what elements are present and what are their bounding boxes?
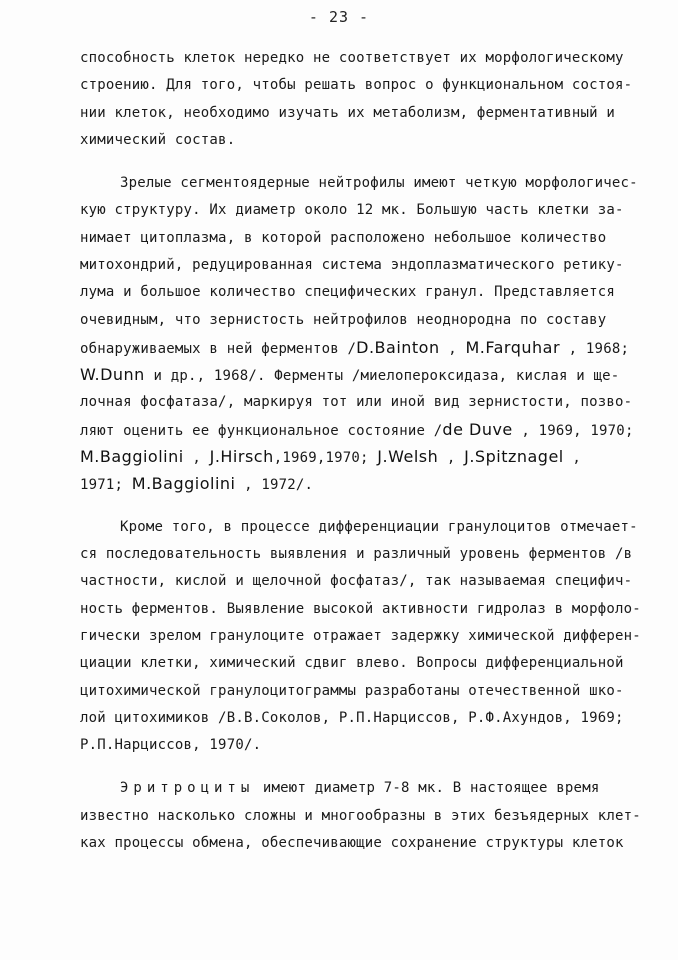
text-run: имеют диаметр 7-8 мк. В настоящее время xyxy=(254,780,600,797)
paragraph xyxy=(80,775,641,857)
text-line xyxy=(80,170,638,197)
text-line xyxy=(80,307,620,334)
document-body xyxy=(80,45,641,857)
text-line xyxy=(80,252,624,279)
text-run: , xyxy=(439,340,466,357)
text-line xyxy=(80,72,633,99)
text-run: нимает цитоплазма, в которой расположено небольшое количество xyxy=(80,229,607,246)
text-run: Зрелые сегментоядерные нейтрофилы имеют четкую морфологичес- xyxy=(120,175,638,192)
text-line xyxy=(80,225,620,252)
handwritten-citation: M.Baggiolini xyxy=(131,474,236,494)
text-run: химический состав. xyxy=(80,131,236,148)
text-run: , 1969, 1970; xyxy=(512,422,634,439)
text-run: , xyxy=(183,450,210,467)
text-line xyxy=(80,197,624,224)
text-line xyxy=(80,596,641,623)
text-run: очевидным, что зернистость нейтрофилов неоднородна по составу xyxy=(80,311,607,328)
text-line xyxy=(80,127,620,154)
text-run: ,1969,1970; xyxy=(273,450,378,467)
text-run: лочная фосфатаза/, маркируя тот или иной вид зернистости, позво- xyxy=(80,393,633,410)
text-run: частности, кислой и щелочной фосфатаз/, так называемая специфич- xyxy=(80,573,633,590)
handwritten-citation: J.Spitznagel xyxy=(464,447,564,467)
text-run: ках процессы обмена, обеспечивающие сохранение структуры клеток xyxy=(80,835,624,852)
text-line xyxy=(80,514,638,541)
paragraph xyxy=(80,170,638,498)
text-line xyxy=(80,334,630,361)
paragraph-gap xyxy=(80,498,620,514)
text-run: способность клеток нередко не соответствует их морфологическому xyxy=(80,50,624,66)
text-line xyxy=(80,45,624,72)
handwritten-citation: W.Dunn xyxy=(80,365,145,385)
paragraph-gap xyxy=(80,759,620,775)
text-line xyxy=(80,470,620,497)
text-line xyxy=(80,541,633,568)
text-line xyxy=(80,705,624,732)
text-run: нии клеток, необходимо изучать их метаболизм, ферментативный и xyxy=(80,104,615,121)
text-line xyxy=(80,830,624,857)
paragraph xyxy=(80,514,641,760)
text-line xyxy=(80,568,633,595)
text-run: известно насколько сложны и многообразны в этих безъядерных клет- xyxy=(80,807,641,824)
text-line xyxy=(80,732,620,759)
paragraph-gap xyxy=(80,154,620,170)
handwritten-citation: M.Farquhar xyxy=(465,337,561,357)
text-line xyxy=(80,361,620,388)
text-run: лой цитохимиков /В.В.Соколов, Р.П.Нарциссов, Р.Ф.Ахундов, 1969; xyxy=(80,709,624,726)
text-run: митохондрий, редуцированная система эндоплазматического ретику- xyxy=(80,257,624,274)
text-line xyxy=(80,279,620,306)
text-run: ся последовательность выявления и различный уровень ферментов /в xyxy=(80,546,633,563)
text-line xyxy=(80,623,641,650)
text-run: Р.П.Нарциссов, 1970/. xyxy=(80,737,262,754)
text-run: 1971; xyxy=(80,477,132,494)
page-number: - 23 - xyxy=(308,8,370,26)
text-line xyxy=(80,650,624,677)
text-line xyxy=(80,678,624,705)
text-run: строению. Для того, чтобы решать вопрос о функциональном состоя- xyxy=(80,77,633,94)
text-line xyxy=(80,100,620,127)
handwritten-citation: de Duve xyxy=(442,419,513,439)
text-run: кую структуру. Их диаметр около 12 мк. Большую часть клетки за- xyxy=(80,202,624,219)
text-run: гически зрелом гранулоците отражает задержку химической дифферен- xyxy=(80,627,641,644)
text-line xyxy=(80,416,634,443)
spaced-term: Эритроциты xyxy=(120,780,255,797)
text-run: ность ферментов. Выявление высокой активности гидролаз в морфоло- xyxy=(80,600,641,617)
text-run: , xyxy=(563,450,582,467)
text-run: лума и большое количество специфических гранул. Представляется xyxy=(80,284,615,301)
text-run: и др., 1968/. Ферменты /миелопероксидаза, кислая и ще- xyxy=(144,368,620,385)
text-run: , xyxy=(438,450,465,467)
text-run: ляют оценить ее функциональное состояние / xyxy=(80,422,443,439)
paragraph xyxy=(80,45,633,154)
text-run: Кроме того, в процессе дифференциации гранулоцитов отмечает- xyxy=(120,518,638,535)
handwritten-citation: J.Welsh xyxy=(377,447,439,467)
text-run: циации клетки, химический сдвиг влево. Вопросы дифференциальной xyxy=(80,655,624,672)
text-line xyxy=(80,389,633,416)
text-run: , 1968; xyxy=(560,340,630,357)
handwritten-citation: J.Hirsch xyxy=(209,447,274,467)
text-line xyxy=(80,775,620,802)
text-run: обнаруживаемых в ней ферментов / xyxy=(80,340,357,357)
handwritten-citation: M.Baggiolini xyxy=(80,447,184,467)
text-run: цитохимической гранулоцитограммы разработаны отечественной шко- xyxy=(80,682,624,699)
text-line xyxy=(80,443,620,470)
text-line xyxy=(80,803,641,830)
text-run: , 1972/. xyxy=(235,477,314,494)
handwritten-citation: D.Bainton xyxy=(356,337,440,357)
